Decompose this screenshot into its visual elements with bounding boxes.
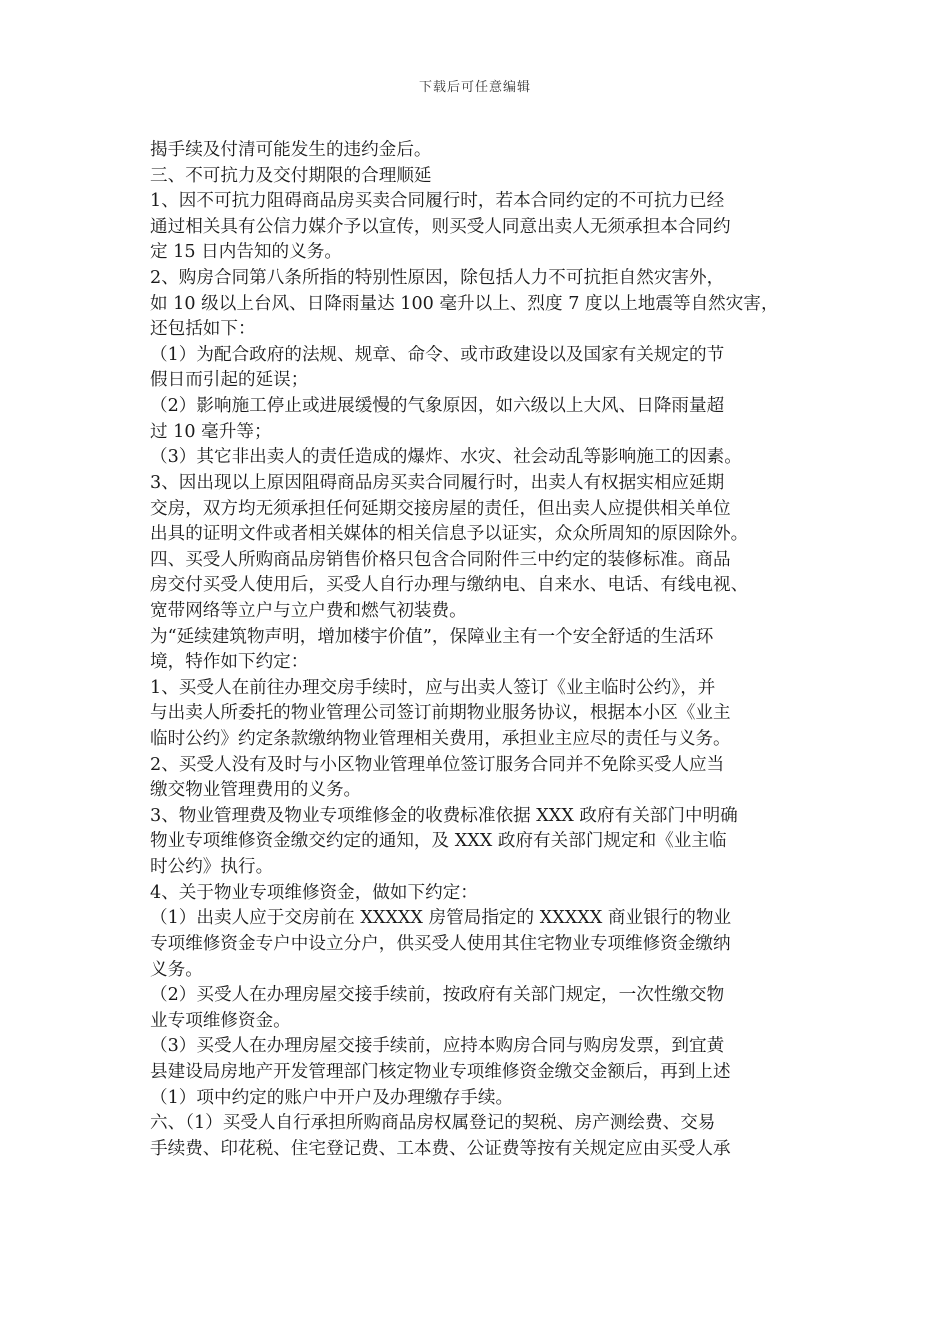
text-line: 4、关于物业专项维修资金，做如下约定：	[150, 882, 478, 903]
text-line: 2、买受人没有及时与小区物业管理单位签订服务合同并不免除买受人应当	[150, 754, 725, 775]
section-heading: 三、不可抗力及交付期限的合理顺延	[150, 165, 432, 186]
text-line: （1）出卖人应于交房前在 XXXXX 房管局指定的 XXXXX 商业银行的物业	[150, 908, 732, 929]
text-line: 临时公约》约定条款缴纳物业管理相关费用，承担业主应尽的责任与义务。	[150, 729, 731, 750]
text-line: 手续费、印花税、住宅登记费、工本费、公证费等按有关规定应由买受人承	[150, 1138, 731, 1159]
text-line: 1、买受人在前往办理交房手续时，应与出卖人签订《业主临时公约》，并	[150, 677, 716, 698]
text-line: 县建设局房地产开发管理部门核定物业专项维修资金缴交金额后，再到上述	[150, 1061, 731, 1082]
document-body	[150, 138, 815, 1162]
text-line: 专项维修资金专户中设立分户，供买受人使用其住宅物业专项维修资金缴纳	[150, 933, 731, 954]
text-line: 房交付买受人使用后，买受人自行办理与缴纳电、自来水、电话、有线电视、	[150, 575, 749, 596]
text-line: 通过相关具有公信力媒介予以宣传，则买受人同意出卖人无须承担本合同约	[150, 216, 731, 237]
section-heading: 四、买受人所购商品房销售价格只包含合同附件三中约定的装修标准。商品	[150, 549, 731, 570]
text-line: 境，特作如下约定：	[150, 652, 309, 673]
text-line: 假日而引起的延误；	[150, 370, 309, 391]
text-line: （1）为配合政府的法规、规章、命令、或市政建设以及国家有关规定的节	[150, 344, 725, 365]
text-line: （2）买受人在办理房屋交接手续前，按政府有关部门规定，一次性缴交物	[150, 985, 725, 1006]
text-line: 揭手续及付清可能发生的违约金后。	[150, 140, 432, 160]
text-line: 出具的证明文件或者相关媒体的相关信息予以证实，众众所周知的原因除外。	[150, 524, 749, 545]
page-header: 下载后可任意编辑	[418, 80, 531, 95]
text-line: （3）买受人在办理房屋交接手续前，应持本购房合同与购房发票，到宜黄	[150, 1036, 725, 1057]
text-line: （3）其它非出卖人的责任造成的爆炸、水灾、社会动乱等影响施工的因素。	[150, 447, 742, 468]
text-line: 2、购房合同第八条所指的特别性原因，除包括人力不可抗拒自然灾害外，	[150, 268, 725, 289]
text-line: 交房，双方均无须承担任何延期交接房屋的责任，但出卖人应提供相关单位	[150, 498, 731, 519]
text-line: （1）项中约定的账户中开户及办理缴存手续。	[150, 1087, 514, 1108]
text-line: 3、物业管理费及物业专项维修金的收费标准依据 XXX 政府有关部门中明确	[150, 805, 738, 826]
text-line: 为“延续建筑物声明，增加楼宇价值”，保障业主有一个安全舒适的生活环	[150, 626, 714, 647]
text-line: 宽带网络等立户与立户费和燃气初装费。	[150, 600, 467, 621]
text-line: 与出卖人所委托的物业管理公司签订前期物业服务协议，根据本小区《业主	[150, 703, 731, 724]
text-line: 3、因出现以上原因阻碍商品房买卖合同履行时，出卖人有权据实相应延期	[150, 472, 725, 493]
text-line: 时公约》执行。	[150, 857, 274, 878]
text-line: 义务。	[150, 959, 203, 980]
text-line: 定 15 日内告知的义务。	[150, 242, 342, 263]
text-line: 业专项维修资金。	[150, 1010, 291, 1031]
text-line: 1、因不可抗力阻碍商品房买卖合同履行时，若本合同约定的不可抗力已经	[150, 191, 725, 212]
text-line: 物业专项维修资金缴交约定的通知，及 XXX 政府有关部门规定和《业主临	[150, 831, 727, 852]
text-line: 过 10 毫升等；	[150, 421, 272, 442]
text-line: 缴交物业管理费用的义务。	[150, 780, 362, 801]
text-line: （2）影响施工停止或进展缓慢的气象原因，如六级以上大风、日降雨量超	[150, 396, 725, 417]
text-line: 还包括如下：	[150, 319, 256, 340]
section-heading: 六、（1）买受人自行承担所购商品房权属登记的契税、房产测绘费、交易	[150, 1113, 716, 1134]
text-line: 如 10 级以上台风、日降雨量达 100 毫升以上、烈度 7 度以上地震等自然灾害，	[150, 293, 779, 314]
